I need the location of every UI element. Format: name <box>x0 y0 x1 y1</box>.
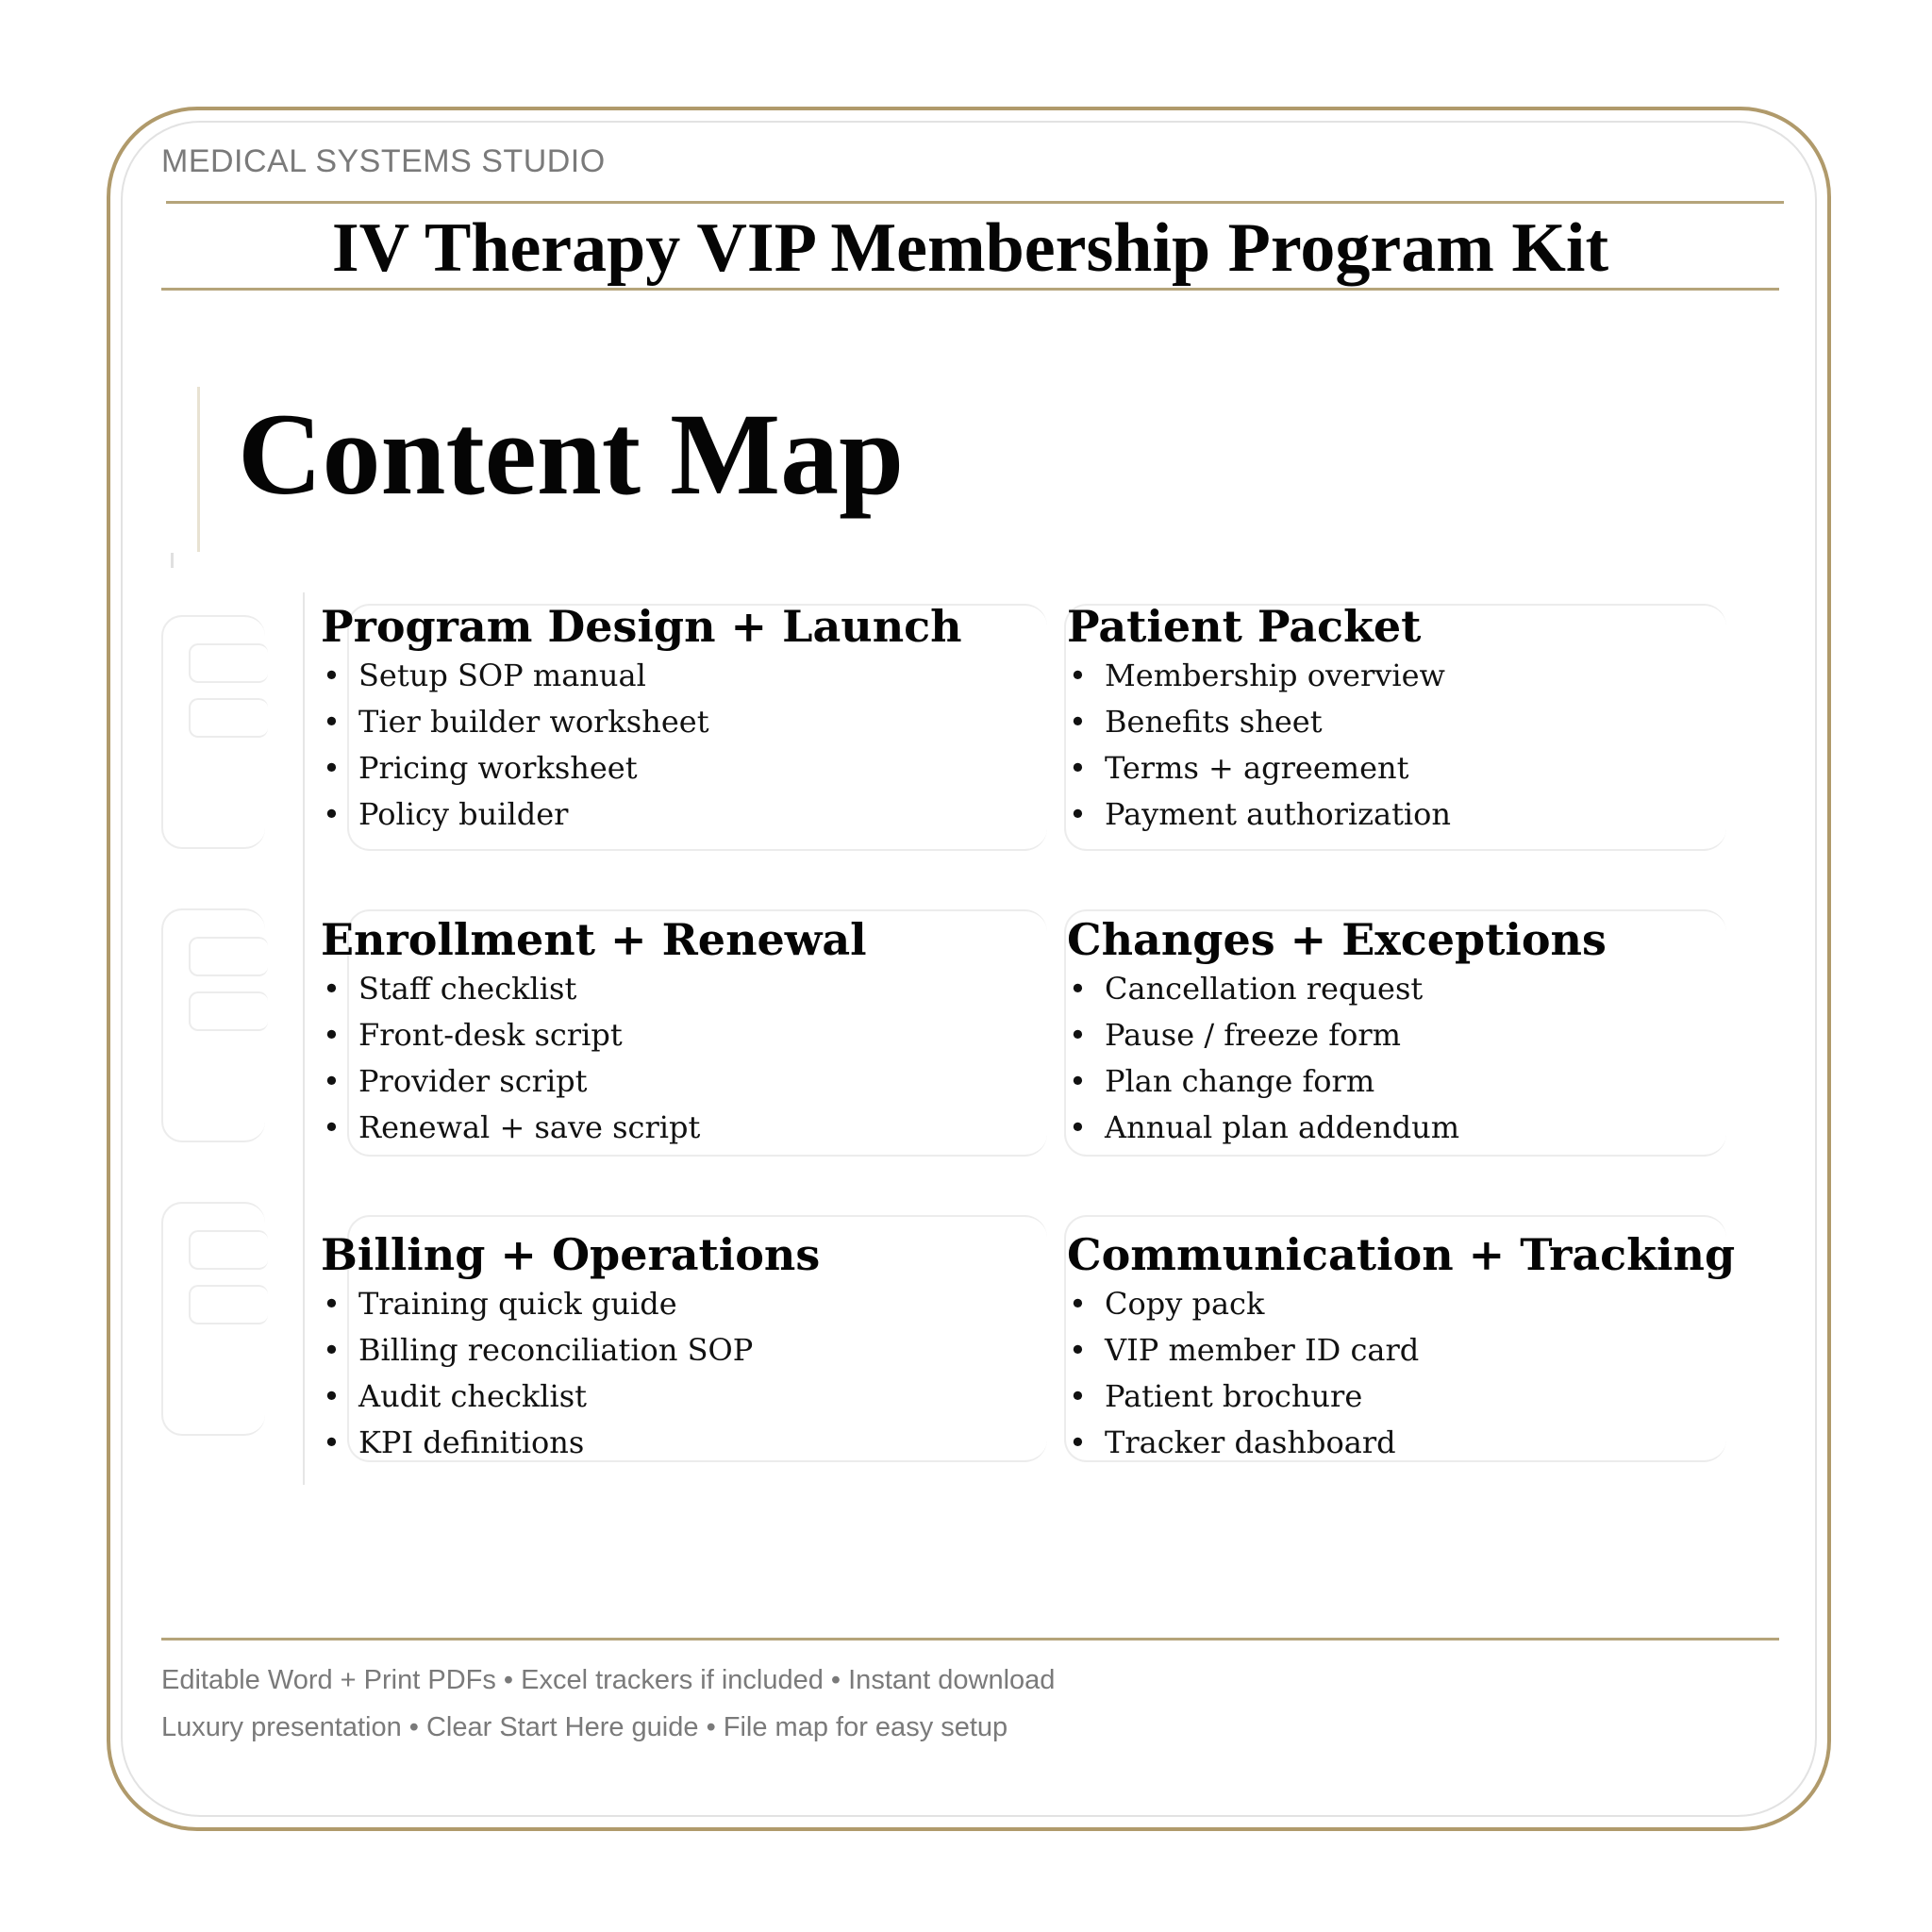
section-item-list <box>321 1281 1000 1466</box>
list-item-text: KPI definitions <box>358 1424 585 1460</box>
bullet-glyph: • <box>1069 1286 1087 1322</box>
list-item <box>1067 699 1746 745</box>
list-item-text: Setup SOP manual <box>358 658 646 693</box>
bullet-glyph: • <box>323 1063 341 1099</box>
top-divider <box>166 201 1784 204</box>
list-item <box>321 653 1000 699</box>
section-item-list <box>321 653 1000 838</box>
list-item-text: Plan change form <box>1105 1063 1375 1099</box>
bullet-glyph: • <box>323 1017 341 1053</box>
heading-accent-bar <box>197 387 200 552</box>
bullet-glyph: • <box>323 1424 341 1460</box>
heading-accent-tick <box>171 553 174 568</box>
bullet-glyph: • <box>323 750 341 786</box>
bullet-glyph: • <box>1069 1332 1087 1368</box>
bullet-glyph: • <box>323 1109 341 1145</box>
section-item-list <box>1067 966 1746 1151</box>
bullet-glyph: • <box>1069 796 1087 832</box>
bullet-glyph: • <box>323 658 341 693</box>
bullet-glyph: • <box>1069 1063 1087 1099</box>
list-item-text: Audit checklist <box>358 1378 587 1414</box>
list-item-text: Copy pack <box>1105 1286 1265 1322</box>
bullet-glyph: • <box>323 796 341 832</box>
bullet-glyph: • <box>323 1378 341 1414</box>
footer-tagline-1: Editable Word + Print PDFs • Excel trackers if included • Instant download <box>161 1665 1056 1695</box>
bullet-glyph: • <box>1069 1017 1087 1053</box>
list-item <box>1067 791 1746 838</box>
section-title: Program Design + Launch <box>321 601 962 652</box>
section-title: Communication + Tracking <box>1067 1229 1736 1280</box>
list-item-text: Annual plan addendum <box>1105 1109 1460 1145</box>
list-item-text: Staff checklist <box>358 971 577 1007</box>
bullet-glyph: • <box>323 1286 341 1322</box>
list-item <box>321 745 1000 791</box>
list-item <box>1067 966 1746 1012</box>
bullet-glyph: • <box>323 1332 341 1368</box>
bullet-glyph: • <box>323 971 341 1007</box>
title-divider <box>161 288 1779 291</box>
section-changes-exceptions <box>1067 913 1746 1151</box>
section-title: Patient Packet <box>1067 601 1422 652</box>
list-item-text: Tier builder worksheet <box>358 704 709 740</box>
list-item-text: Pause / freeze form <box>1105 1017 1401 1053</box>
page-heading: Content Map <box>238 390 905 519</box>
list-item <box>321 1374 1000 1420</box>
bullet-glyph: • <box>323 704 341 740</box>
list-item-text: Membership overview <box>1105 658 1445 693</box>
bullet-glyph: • <box>1069 1378 1087 1414</box>
list-item <box>1067 1105 1746 1151</box>
list-item <box>1067 745 1746 791</box>
section-item-list <box>1067 1281 1746 1466</box>
list-item-text: Tracker dashboard <box>1105 1424 1396 1460</box>
section-communication-tracking <box>1067 1228 1746 1466</box>
decorative-panel <box>189 1230 268 1270</box>
list-item <box>321 966 1000 1012</box>
list-item <box>1067 1374 1746 1420</box>
list-item <box>321 1105 1000 1151</box>
list-item-text: Front-desk script <box>358 1017 623 1053</box>
decorative-panel <box>189 991 268 1031</box>
footer-tagline-2: Luxury presentation • Clear Start Here guide • File map for easy setup <box>161 1712 1008 1742</box>
list-item <box>1067 1420 1746 1466</box>
list-item <box>1067 1281 1746 1327</box>
list-item <box>1067 1012 1746 1058</box>
section-enrollment-renewal <box>321 913 1000 1151</box>
list-item <box>321 1058 1000 1105</box>
list-item-text: Renewal + save script <box>358 1109 701 1145</box>
section-billing-operations <box>321 1228 1000 1466</box>
list-item <box>1067 1327 1746 1374</box>
list-item <box>321 699 1000 745</box>
list-item-text: VIP member ID card <box>1105 1332 1420 1368</box>
list-item-text: Pricing worksheet <box>358 750 638 786</box>
list-item <box>1067 653 1746 699</box>
list-item-text: Policy builder <box>358 796 569 832</box>
section-patient-packet <box>1067 600 1746 838</box>
decorative-panel <box>189 937 268 976</box>
bullet-glyph: • <box>1069 1424 1087 1460</box>
section-item-list <box>321 966 1000 1151</box>
decorative-panel <box>189 1285 268 1324</box>
list-item-text: Billing reconciliation SOP <box>358 1332 754 1368</box>
brand-label: MEDICAL SYSTEMS STUDIO <box>161 143 606 179</box>
bullet-glyph: • <box>1069 1109 1087 1145</box>
list-item-text: Patient brochure <box>1105 1378 1363 1414</box>
section-item-list <box>1067 653 1746 838</box>
list-item-text: Terms + agreement <box>1105 750 1409 786</box>
section-program-design-launch <box>321 600 1000 838</box>
list-item <box>321 1012 1000 1058</box>
list-item <box>321 791 1000 838</box>
list-item-text: Benefits sheet <box>1105 704 1323 740</box>
list-item <box>321 1281 1000 1327</box>
list-item <box>321 1420 1000 1466</box>
list-item-text: Training quick guide <box>358 1286 677 1322</box>
section-title: Billing + Operations <box>321 1229 821 1280</box>
section-title: Enrollment + Renewal <box>321 914 867 965</box>
bullet-glyph: • <box>1069 971 1087 1007</box>
bullet-glyph: • <box>1069 658 1087 693</box>
decorative-panel <box>189 643 268 683</box>
list-item <box>1067 1058 1746 1105</box>
bullet-glyph: • <box>1069 750 1087 786</box>
decorative-panel <box>189 698 268 738</box>
decorative-vertical-line <box>303 592 305 1485</box>
list-item-text: Payment authorization <box>1105 796 1452 832</box>
kit-title: IV Therapy VIP Membership Program Kit <box>331 209 1609 287</box>
list-item-text: Provider script <box>358 1063 588 1099</box>
list-item <box>321 1327 1000 1374</box>
section-title: Changes + Exceptions <box>1067 914 1607 965</box>
bullet-glyph: • <box>1069 704 1087 740</box>
list-item-text: Cancellation request <box>1105 971 1424 1007</box>
footer-divider <box>161 1638 1779 1641</box>
